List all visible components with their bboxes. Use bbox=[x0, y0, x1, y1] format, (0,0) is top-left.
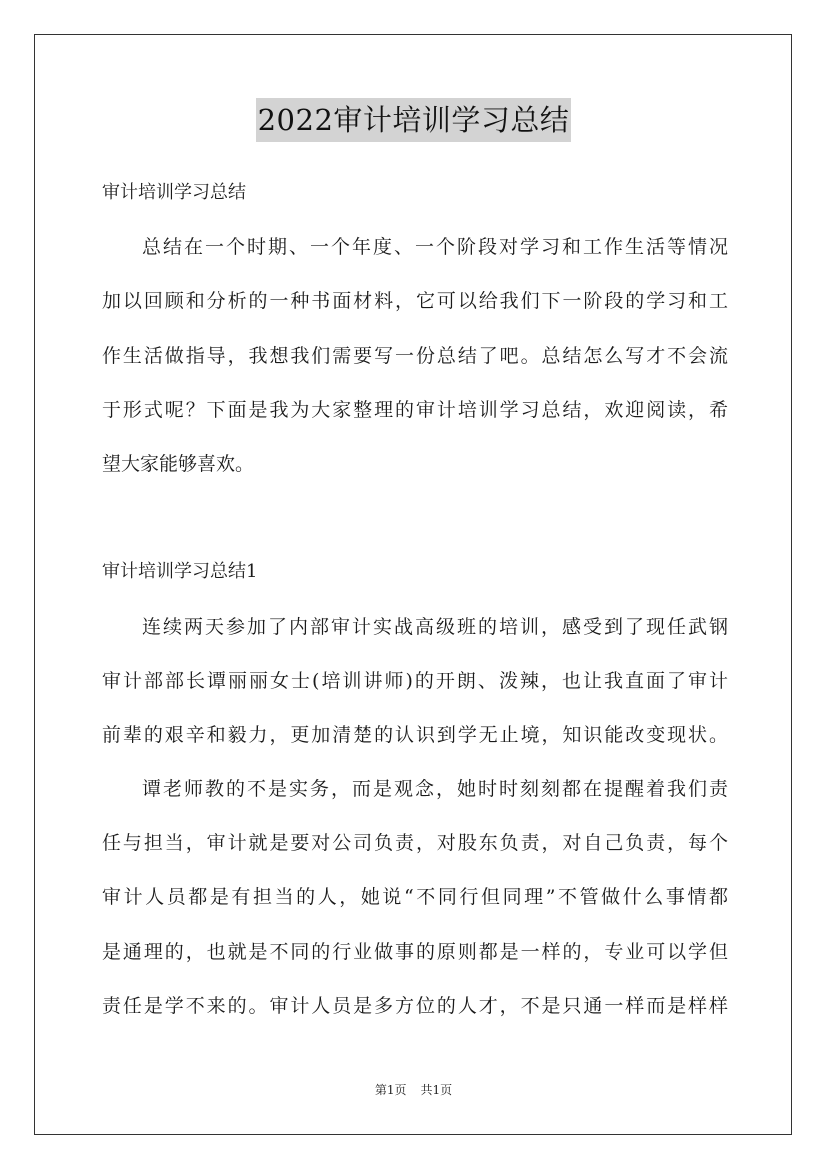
paragraph-line: 望大家能够喜欢。 bbox=[102, 452, 255, 475]
paragraph-1 bbox=[102, 600, 728, 763]
paragraph-line: 审计部部长谭丽丽女士(培训讲师)的开朗、泼辣，也让我直面了审计 bbox=[102, 669, 728, 692]
intro-paragraph bbox=[102, 220, 728, 491]
page-number: 第1页 bbox=[374, 1083, 407, 1097]
paragraph-line: 任与担当，审计就是要对公司负责，对股东负责，对自己负责，每个 bbox=[102, 832, 728, 855]
paragraph-line: 审计人员都是有担当的人，她说“不同行但同理”不管做什么事情都 bbox=[102, 886, 728, 909]
page-total: 共1页 bbox=[420, 1083, 453, 1097]
page-footer bbox=[0, 1081, 827, 1098]
paragraph-line: 责任是学不来的。审计人员是多方位的人才，不是只通一样而是样样 bbox=[102, 994, 728, 1017]
paragraph-line: 总结在一个时期、一个年度、一个阶段对学习和工作生活等情况 bbox=[142, 236, 728, 259]
paragraph-line: 谭老师教的不是实务，而是观念，她时时刻刻都在提醒着我们责 bbox=[142, 778, 728, 801]
title-container bbox=[0, 98, 827, 142]
paragraph-line: 前辈的艰辛和毅力，更加清楚的认识到学无止境，知识能改变现状。 bbox=[102, 723, 728, 746]
paragraph-2 bbox=[102, 762, 728, 1033]
paragraph-line: 于形式呢？下面是我为大家整理的审计培训学习总结，欢迎阅读，希 bbox=[102, 398, 728, 421]
document-body bbox=[102, 166, 728, 1033]
paragraph-line: 连续两天参加了内部审计实战高级班的培训，感受到了现任武钢 bbox=[142, 615, 728, 638]
paragraph-line: 是通理的，也就是不同的行业做事的原则都是一样的，专业可以学但 bbox=[102, 940, 728, 963]
paragraph-line: 加以回顾和分析的一种书面材料，它可以给我们下一阶段的学习和工 bbox=[102, 290, 728, 313]
section-heading: 审计培训学习总结1 bbox=[102, 561, 258, 583]
subtitle: 审计培训学习总结 bbox=[102, 182, 246, 203]
paragraph-line: 作生活做指导，我想我们需要写一份总结了吧。总结怎么写才不会流 bbox=[102, 344, 728, 367]
document-title: 2022审计培训学习总结 bbox=[256, 98, 572, 142]
blank-line bbox=[102, 491, 728, 545]
